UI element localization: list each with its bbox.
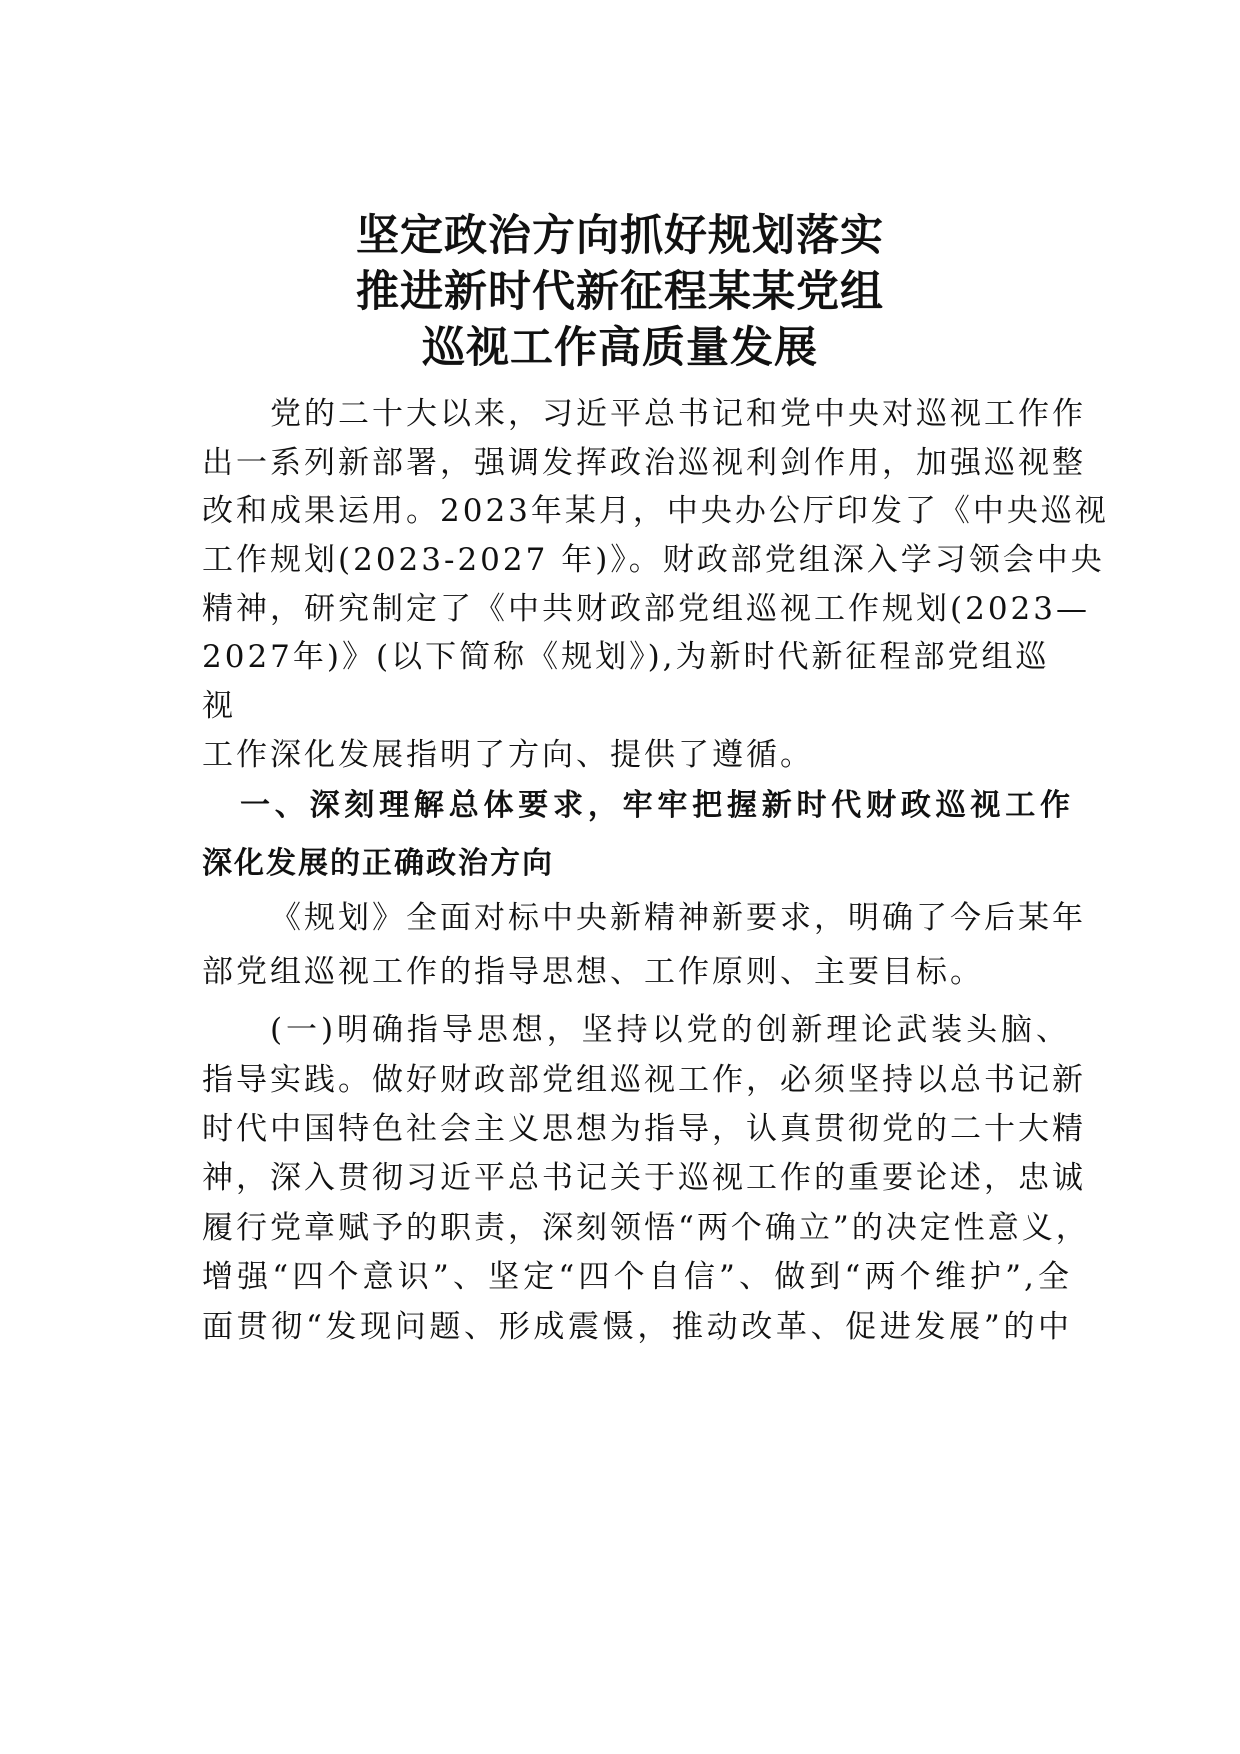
subsection-line-1: (一)明确指导思想，坚持以党的创新理论武装头脑、: [270, 1012, 1070, 1048]
title-line-1: 坚定政治方向抓好规划落实: [356, 211, 884, 261]
intro-line-8: 工作深化发展指明了方向、提供了遵循。: [202, 737, 814, 773]
intro-line-6: 2027年)》(以下简称《规划》),为新时代新征程部党组巡: [202, 639, 1050, 675]
subsection-line-4: 神，深入贯彻习近平总书记关于巡视工作的重要论述，忠诚: [202, 1160, 1086, 1196]
intro-line-3: 改和成果运用。2023年某月，中央办公厅印发了《中央巡视: [202, 493, 1109, 529]
section-heading-line-2: 深化发展的正确政治方向: [202, 846, 554, 881]
subsection-line-2: 指导实践。做好财政部党组巡视工作，必须坚持以总书记新: [202, 1062, 1086, 1098]
section-heading-line-1: 一、深刻理解总体要求，牢牢把握新时代财政巡视工作: [240, 788, 1072, 823]
subsection-line-5: 履行党章赋予的职责，深刻领悟“两个确立”的决定性意义，: [202, 1210, 1090, 1246]
section-intro-line-2: 部党组巡视工作的指导思想、工作原则、主要目标。: [202, 954, 984, 990]
intro-line-2: 出一系列新部署，强调发挥政治巡视利剑作用，加强巡视整: [202, 445, 1086, 481]
title-line-2: 推进新时代新征程某某党组: [356, 267, 884, 317]
document-title: [0, 208, 1240, 376]
title-line-3: 巡视工作高质量发展: [422, 323, 818, 373]
subsection-line-6: 增强“四个意识”、坚定“四个自信”、做到“两个维护”,全: [202, 1259, 1072, 1295]
subsection-line-3: 时代中国特色社会主义思想为指导，认真贯彻党的二十大精: [202, 1111, 1086, 1147]
intro-line-1: 党的二十大以来，习近平总书记和党中央对巡视工作作: [270, 396, 1086, 432]
intro-line-5: 精神，研究制定了《中共财政部党组巡视工作规划(2023—: [202, 591, 1090, 627]
intro-line-4: 工作规划(2023-2027 年)》。财政部党组深入学习领会中央: [202, 542, 1105, 578]
section-intro-line-1: 《规划》全面对标中央新精神新要求，明确了今后某年: [270, 900, 1086, 936]
subsection-line-7: 面贯彻“发现问题、形成震慑，推动改革、促进发展”的中: [202, 1309, 1072, 1345]
intro-line-7: 视: [202, 688, 236, 724]
